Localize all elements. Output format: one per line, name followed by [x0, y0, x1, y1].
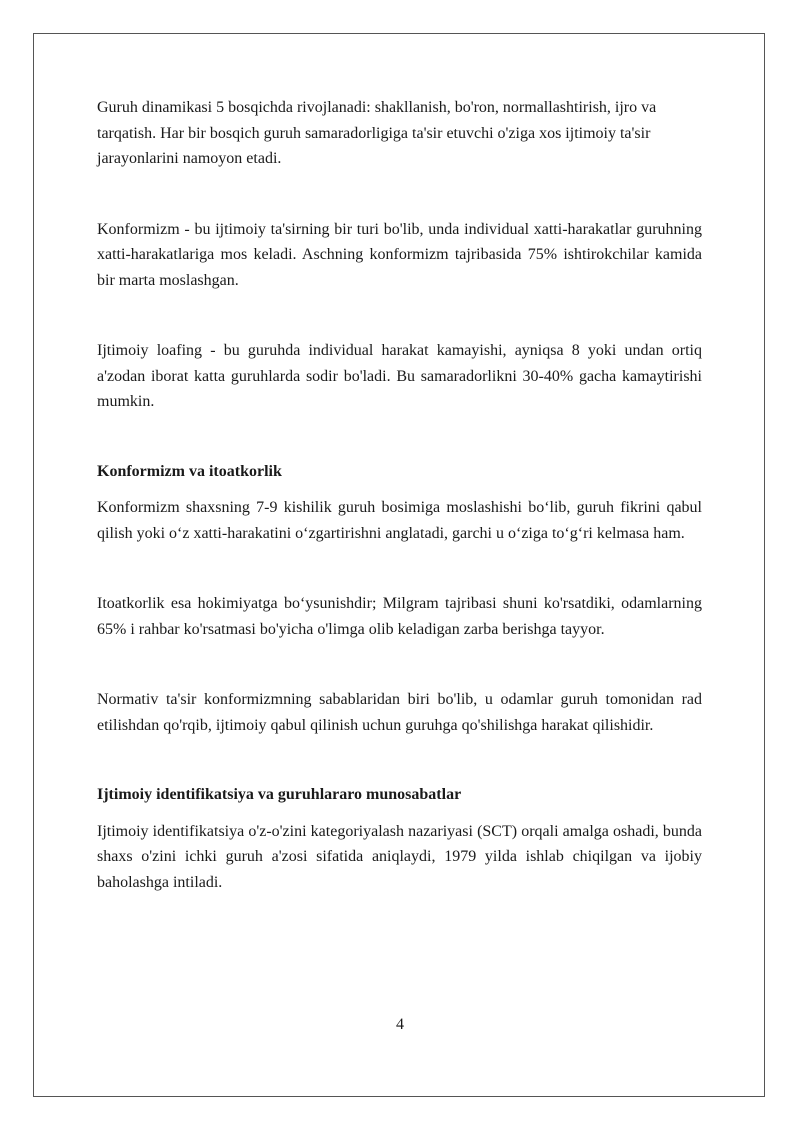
paragraph-conformism-pressure: Konformizm shaxsning 7-9 kishilik guruh bosimiga moslashishi bo‘lib, guruh fikrini qabul qilish yoki o‘z xatti-harakatini o‘zgartirishni anglatadi, garchi u o‘ziga to‘g‘ri kelmasa ham.	[97, 499, 702, 542]
paragraph-social-loafing: Ijtimoiy loafing - bu guruhda individual harakat kamayishi, ayniqsa 8 yoki undan ortiq a'zodan iborat katta guruhlarda sodir bo'ladi. Bu samaradorlikni 30-40% gacha kamaytirishi mumkin.	[97, 342, 702, 410]
document-body	[97, 95, 702, 895]
paragraph-normative-influence: Normativ ta'sir konformizmning sabablaridan biri bo'lib, u odamlar guruh tomonidan rad etilishdan qo'rqib, ijtimoiy qabul qilinish uchun guruhga qo'shilishga harakat qilishidir.	[97, 691, 702, 734]
section-heading-conformism: Konformizm va itoatkorlik	[97, 462, 282, 480]
section-heading-social-identification: Ijtimoiy identifikatsiya va guruhlararo munosabatlar	[97, 786, 462, 803]
paragraph-social-identification: Ijtimoiy identifikatsiya o'z-o'zini kategoriyalash nazariyasi (SCT) orqali amalga oshadi, bunda shaxs o'zini ichki guruh a'zosi sifatida aniqlaydi, 1979 yilda ishlab chiqilgan va ijobiy baholashga intiladi.	[97, 822, 702, 891]
page-number: 4	[396, 1016, 404, 1033]
paragraph-conformism-definition: Konformizm - bu ijtimoiy ta'sirning bir turi bo'lib, unda individual xatti-harakatlar guruhning xatti-harakatlariga mos keladi. Aschning konformizm tajribasida 75% ishtirokchilar kamida bir marta moslashgan.	[97, 220, 702, 289]
paragraph-group-dynamics: Guruh dinamikasi 5 bosqichda rivojlanadi: shakllanish, bo'ron, normallashtirish, ijro va tarqatish. Har bir bosqich guruh samaradorligiga ta'sir etuvchi o'ziga xos ijtimoiy ta'sir jarayonlarini namoyon etadi.	[97, 99, 657, 167]
paragraph-obedience: Itoatkorlik esa hokimiyatga bo‘ysunishdir; Milgram tajribasi shuni ko'rsatdiki, odamlarning 65% i rahbar ko'rsatmasi bo'yicha o'limga olib keladigan zarba berishga tayyor.	[97, 595, 702, 638]
